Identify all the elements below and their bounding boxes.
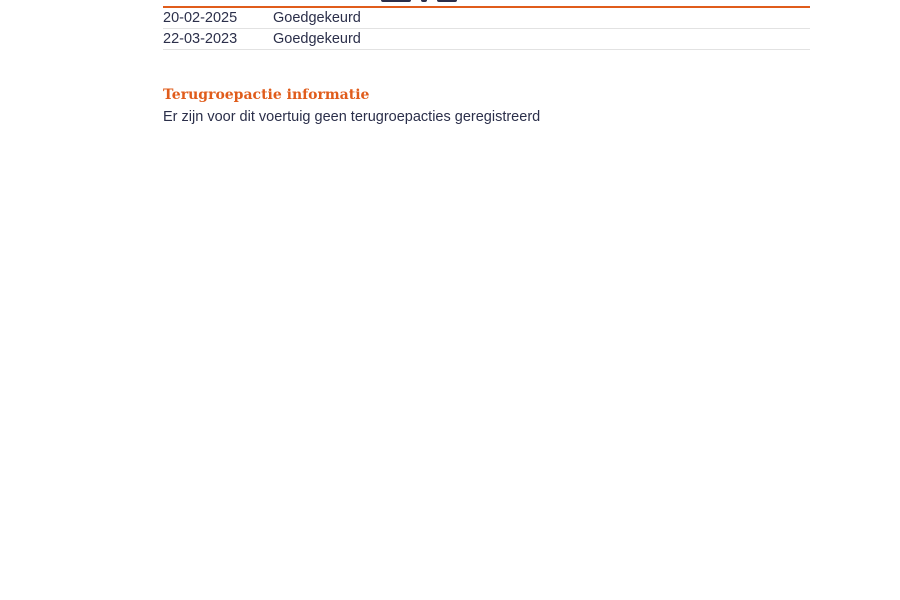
table-row bbox=[163, 8, 810, 29]
apk-date: 22-03-2023 bbox=[163, 31, 238, 47]
table-row bbox=[163, 29, 810, 50]
apk-result: Goedgekeurd bbox=[273, 31, 361, 47]
apk-date: 20-02-2025 bbox=[163, 10, 238, 26]
apk-result: Goedgekeurd bbox=[273, 10, 361, 26]
apk-history-table bbox=[163, 8, 810, 50]
heading-descenders bbox=[381, 0, 463, 2]
recall-section-text: Er zijn voor dit voertuig geen terugroepacties geregistreerd bbox=[163, 109, 541, 125]
recall-section-title: Terugroepactie informatie bbox=[163, 87, 370, 103]
report-page bbox=[163, 0, 810, 126]
cut-off-section-heading bbox=[163, 0, 810, 6]
